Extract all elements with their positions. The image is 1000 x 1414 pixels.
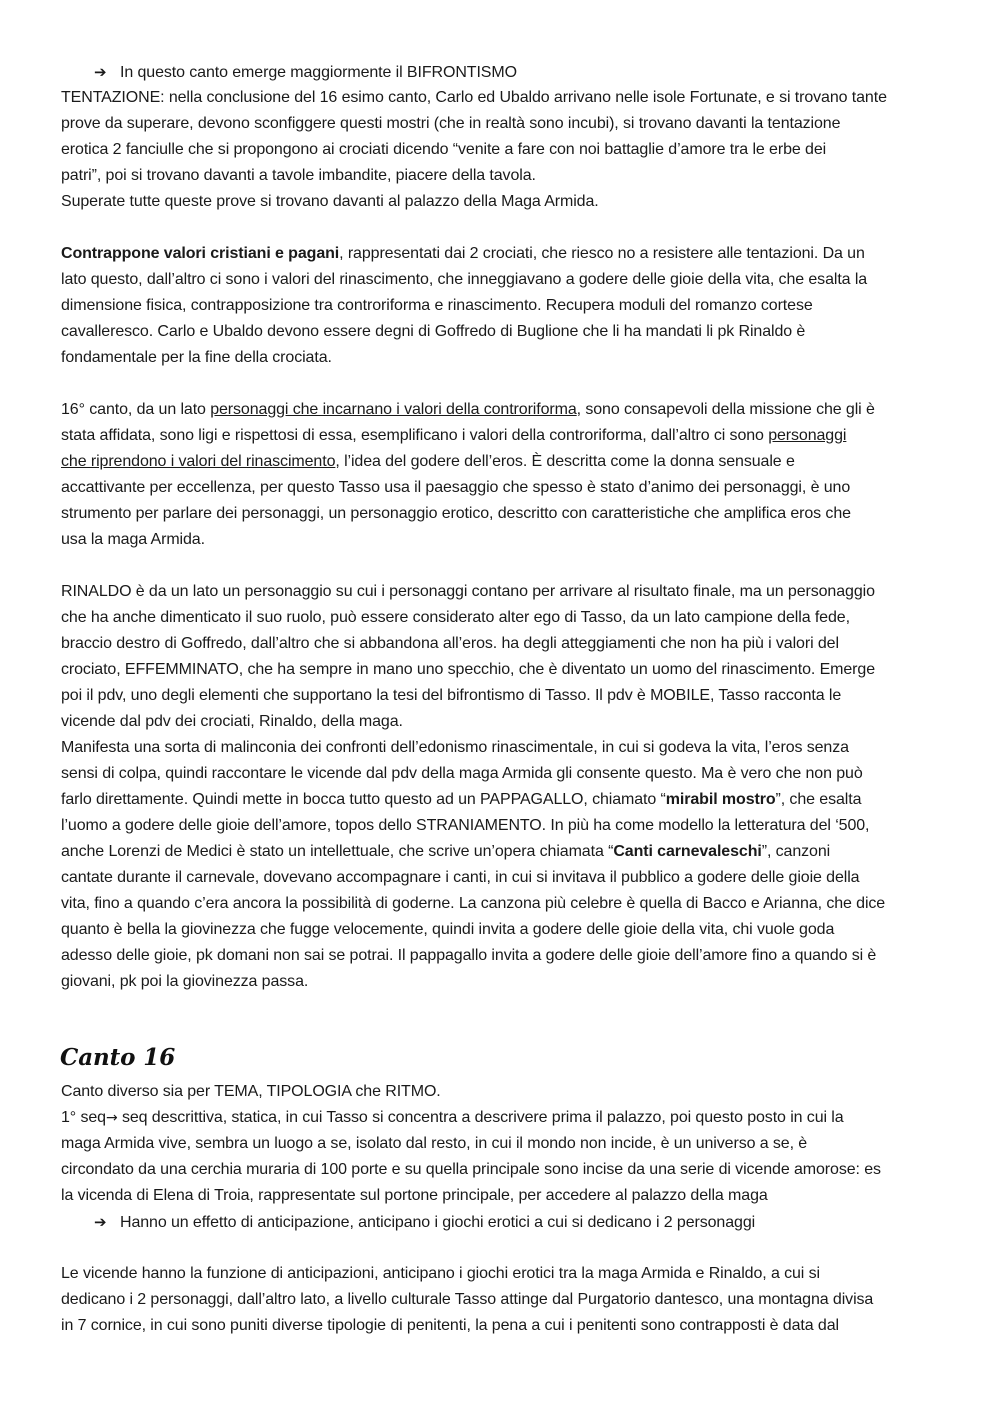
text-line: sensi di colpa, quindi raccontare le vicende dal pdv della maga Armida gli consente questo. Ma è vero che non può — [61, 765, 863, 782]
bullet-item — [94, 62, 517, 83]
text-line: crociato, EFFEMMINATO, che ha sempre in mano uno specchio, che è diventato un uomo del rinascimento. Emerge — [61, 661, 875, 678]
text-line: la vicenda di Elena di Troia, rappresentate sul portone principale, per accedere al palazzo della maga — [61, 1187, 768, 1204]
bullet-text: Hanno un effetto di anticipazione, anticipano i giochi erotici a cui si dedicano i 2 personaggi — [120, 1214, 756, 1231]
text-line: giovani, pk poi la giovinezza passa. — [61, 973, 309, 990]
bold-text: mirabil mostro — [665, 791, 776, 808]
text-line: cavalleresco. Carlo e Ubaldo devono essere degni di Goffredo di Buglione che li ha mandati li pk Rinaldo è — [61, 323, 806, 340]
text-line: dimensione fisica, contrapposizione tra controriforma e rinascimento. Recupera moduli del romanzo cortese — [61, 297, 813, 314]
text-line: strumento per parlare dei personaggi, un personaggio erotico, descritto con caratteristiche che amplifica eros che — [61, 505, 851, 522]
text-line: Le vicende hanno la funzione di anticipazioni, anticipano i giochi erotici tra la maga Armida e Rinaldo, a cui si — [61, 1265, 820, 1282]
text-line — [61, 426, 846, 446]
text-line: TENTAZIONE: nella conclusione del 16 esimo canto, Carlo ed Ubaldo arrivano nelle isole Fortunate, e si trovano tante — [61, 89, 887, 106]
underlined-text: personaggi che incarnano i valori della controriforma — [210, 401, 577, 418]
bullet-text: In questo canto emerge maggiormente il BIFRONTISMO — [120, 64, 517, 81]
arrow-bullet-icon: ➔ — [94, 63, 107, 81]
text-span: , rappresentati dai 2 crociati, che riesco no a resistere alle tentazioni. Da un — [339, 245, 865, 262]
text-line: dedicano i 2 personaggi, dall’altro lato, a livello culturale Tasso attinge dal Purgatorio dantesco, una montagna divisa — [61, 1291, 874, 1308]
arrow-bullet-icon: ➔ — [94, 1213, 107, 1231]
text-span: 1° seq — [61, 1109, 106, 1126]
text-span: ”, che esalta — [775, 791, 862, 808]
text-line — [61, 1108, 844, 1128]
text-line: l’uomo a godere delle gioie dell’amore, topos dello STRANIAMENTO. In più ha come modello la letteratura del ‘500, — [61, 817, 870, 834]
text-span: , l’idea del godere dell’eros. È descritta come la donna sensuale e — [335, 453, 795, 470]
section-heading: Canto 16 — [60, 1044, 176, 1071]
bullet-item — [94, 1212, 755, 1233]
text-line: Canto diverso sia per TEMA, TIPOLOGIA che RITMO. — [61, 1083, 441, 1100]
bold-text: Canti carnevaleschi — [613, 843, 762, 860]
text-line: maga Armida vive, sembra un luogo a se, isolato dal resto, in cui il mondo non incide, è un universo a se, è — [61, 1135, 808, 1152]
text-line: braccio destro di Goffredo, dall’altro che si abbandona all’eros. ha degli atteggiamenti che non ha più i valori del — [61, 635, 839, 652]
text-line: circondato da una cerchia muraria di 100 porte e su quella principale sono incise da una serie di vicende amorose: es — [61, 1161, 881, 1178]
text-line: vicende dal pdv dei crociati, Rinaldo, della maga. — [61, 713, 403, 730]
text-line: Superate tutte queste prove si trovano davanti al palazzo della Maga Armida. — [61, 193, 599, 210]
arrow-icon: → — [105, 1110, 118, 1126]
text-span: 16° canto, da un lato — [61, 401, 211, 418]
text-span: seq descrittiva, statica, in cui Tasso si concentra a descrivere prima il palazzo, poi questo posto in cui la — [117, 1109, 844, 1126]
text-line: usa la maga Armida. — [61, 531, 205, 548]
text-line: patri”, poi si trovano davanti a tavole imbandite, piacere della tavola. — [61, 167, 536, 184]
text-line — [61, 842, 830, 862]
text-line — [61, 400, 875, 420]
text-line: lato questo, dall’altro ci sono i valori del rinascimento, che inneggiavano a godere delle gioie della vita, che esalta la — [61, 271, 868, 288]
text-line — [61, 790, 861, 810]
text-line: Manifesta una sorta di malinconia dei confronti dell’edonismo rinascimentale, in cui si godeva la vita, l’eros senza — [61, 739, 849, 756]
underlined-text: che riprendono i valori del rinascimento — [61, 453, 336, 470]
underlined-text: personaggi — [768, 427, 847, 444]
text-line: fondamentale per la fine della crociata. — [61, 349, 332, 366]
text-line: adesso delle gioie, pk domani non sai se potrai. Il pappagallo invita a godere delle gioie dell’amore fino a quando si è — [61, 947, 877, 964]
text-span: anche Lorenzi de Medici è stato un intellettuale, che scrive un’opera chiamata “ — [61, 843, 614, 860]
text-line: in 7 cornice, in cui sono puniti diverse tipologie di penitenti, la pena a cui i penitenti sono contrapposti è data dal — [61, 1317, 839, 1334]
text-span: ”, canzoni — [761, 843, 831, 860]
text-line: accattivante per eccellenza, per questo Tasso usa il paesaggio che spesso è stato d’animo dei personaggi, è uno — [61, 479, 851, 496]
text-line — [61, 244, 865, 264]
text-line: cantate durante il carnevale, dovevano accompagnare i canti, in cui si invitava il pubblico a godere delle gioie della — [61, 869, 860, 886]
text-span: farlo direttamente. Quindi mette in bocca tutto questo ad un PAPPAGALLO, chiamato “ — [61, 791, 666, 808]
text-line: erotica 2 fanciulle che si propongono ai crociati dicendo “venite a fare con noi battaglie d’amore tra le erbe dei — [61, 141, 827, 158]
text-line: vita, fino a quando c’era ancora la possibilità di goderne. La canzona più celebre è quella di Bacco e Arianna, che dice — [61, 895, 886, 912]
text-line: prove da superare, devono sconfiggere questi mostri (che in realtà sono incubi), si trovano davanti la tentazione — [61, 115, 841, 132]
text-line: poi il pdv, uno degli elementi che supportano la tesi del bifrontismo di Tasso. Il pdv è MOBILE, Tasso racconta le — [61, 687, 842, 704]
text-line — [61, 452, 795, 472]
text-line: che ha anche dimenticato il suo ruolo, può essere considerato alter ego di Tasso, da un lato campione della fede, — [61, 609, 850, 626]
text-span: , sono consapevoli della missione che gli è — [576, 401, 875, 418]
text-line: quanto è bella la giovinezza che fugge velocemente, quindi invita a godere delle gioie della vita, chi vuole goda — [61, 921, 835, 938]
text-span: stata affidata, sono ligi e rispettosi di essa, esemplificano i valori della controriforma, dall’altro ci sono — [61, 427, 769, 444]
text-line: RINALDO è da un lato un personaggio su cui i personaggi contano per arrivare al risultato finale, ma un personaggio — [61, 583, 875, 600]
bold-text: Contrappone valori cristiani e pagani — [61, 245, 340, 262]
